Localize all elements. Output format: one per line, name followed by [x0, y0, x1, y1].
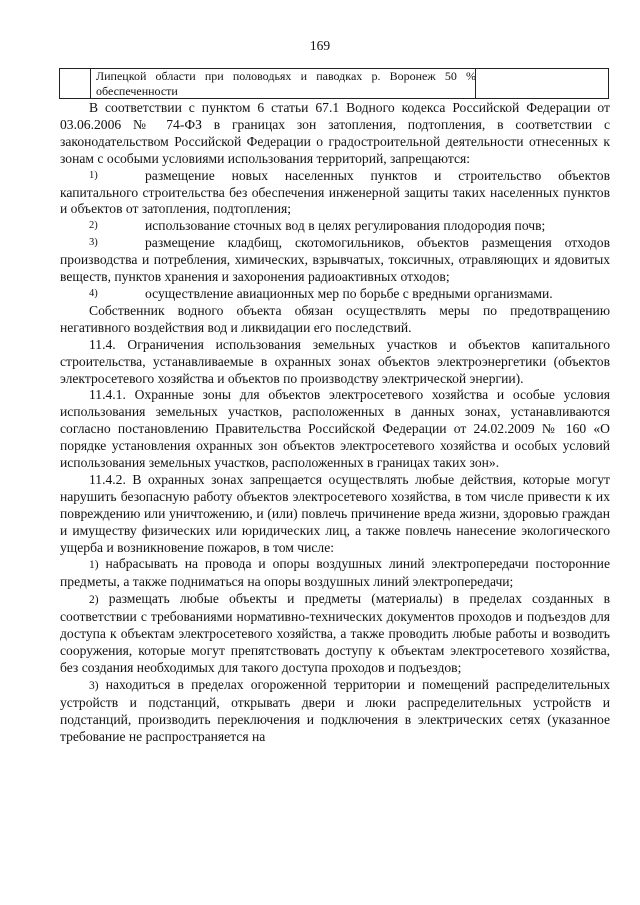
list-item — [60, 168, 610, 219]
list-item — [60, 556, 610, 591]
table-cell-value — [475, 69, 608, 98]
list-item-continuation: капитального строительства без обеспечения инженерной защиты таких населенных пунктов и объектов от затопления, подтопления; — [60, 184, 610, 217]
list-item-continuation: производства и потребления, химических, взрывчатых, токсичных, отравляющих и ядовитых веществ, пунктов хранения и захоронения радиоактивных отходов; — [60, 252, 610, 285]
list-item-text: размещение кладбищ, скотомогильников, объектов размещения отходов — [145, 235, 610, 251]
list-item-number: 3) — [89, 237, 98, 249]
list-prohibitions-electric-zones — [60, 556, 610, 745]
list-item — [60, 591, 610, 677]
table-cell-text: Липецкой области при половодьях и паводках р. Воронеж 50 % обеспеченности — [96, 69, 476, 98]
paragraph-11-4-2: 11.4.2. В охранных зонах запрещается осуществлять любые действия, которые могут нарушить безопасную работу объектов электросетевого хозяйства, в том числе привести к их повреждению или уничтожению, и (или) повлечь причинение вреда жизни, здоровью граждан и имуществу физических или юридических лиц, а также повлечь нанесение экологического ущерба и возникновение пожаров, в том числе: — [60, 471, 610, 555]
list-item-text: находиться в пределах огороженной территории и помещений распределительных устройств и подстанций, открывать двери и люки распределительных устройств и подстанций, производить переключения и подключения в электрических сетях (указанное требование не распространяется на — [60, 676, 610, 744]
list-item-text: осуществление авиационных мер по борьбе с вредными организмами. — [145, 285, 553, 301]
list-item-number: 1) — [89, 169, 98, 181]
list-item-text: размещение новых населенных пунктов и строительство объектов — [145, 167, 610, 183]
list-item-number: 2) — [89, 220, 98, 232]
section-heading-11-4: 11.4. Ограничения использования земельных участков и объектов капитального строительства, устанавливаемые в охранных зонах объектов электроэнергетики (объектов электросетевого хозяйства и объектов по производству электрической энергии). — [60, 336, 610, 386]
list-item — [60, 286, 610, 303]
list-item-number: 1) — [89, 559, 99, 572]
list-item-number: 3) — [89, 679, 99, 692]
table-cell-index — [60, 69, 91, 98]
paragraph-water-code: В соответствии с пунктом 6 статьи 67.1 Водного кодекса Российской Федерации от 03.06.2006 № 74-ФЗ в границах зон затопления, подтопления, в соответствии с законодательством Российской Федерации о градостроительной деятельности отнесенных к зонам с особыми условиями использования территорий, запрещаются: — [60, 100, 610, 166]
document-body — [60, 100, 610, 745]
list-item — [60, 677, 610, 746]
paragraph-owner-obligation: Собственник водного объекта обязан осуществлять меры по предотвращению негативного воздействия вод и ликвидации его последствий. — [60, 302, 610, 335]
list-item-number: 2) — [89, 594, 99, 607]
list-item-text: использование сточных вод в целях регулирования плодородия почв; — [145, 218, 546, 234]
list-item-number: 4) — [89, 287, 98, 299]
list-item — [60, 235, 610, 286]
paragraph-11-4-1: 11.4.1. Охранные зоны для объектов электросетевого хозяйства и особые условия использования земельных участков, расположенных в данных зонах, устанавливаются согласно постановлению Правительства Российской Федерации от 24.02.2009 № 160 «О порядке установления охранных зон объектов электросетевого хозяйства и особых условий использования земельных участков, расположенных в границах таких зон». — [60, 387, 610, 471]
list-prohibitions-flood-zones — [60, 168, 610, 303]
page-number: 169 — [309, 38, 331, 53]
list-item — [60, 218, 610, 235]
list-item-text: размещать любые объекты и предметы (материалы) в пределах созданных в соответствии с требованиями нормативно-технических документов проходов и подъездов для доступа к объектам электросетевого хозяйства, а также проводить любые работы и возводить сооружения, которые могут препятствовать доступу к объектам электросетевого хозяйства, без создания необходимых для такого доступа проходов и подъездов; — [60, 591, 610, 675]
table-row-fragment — [59, 68, 609, 99]
list-item-text: набрасывать на провода и опоры воздушных линий электропередачи посторонние предметы, а также подниматься на опоры воздушных линий электропередачи; — [60, 556, 610, 590]
